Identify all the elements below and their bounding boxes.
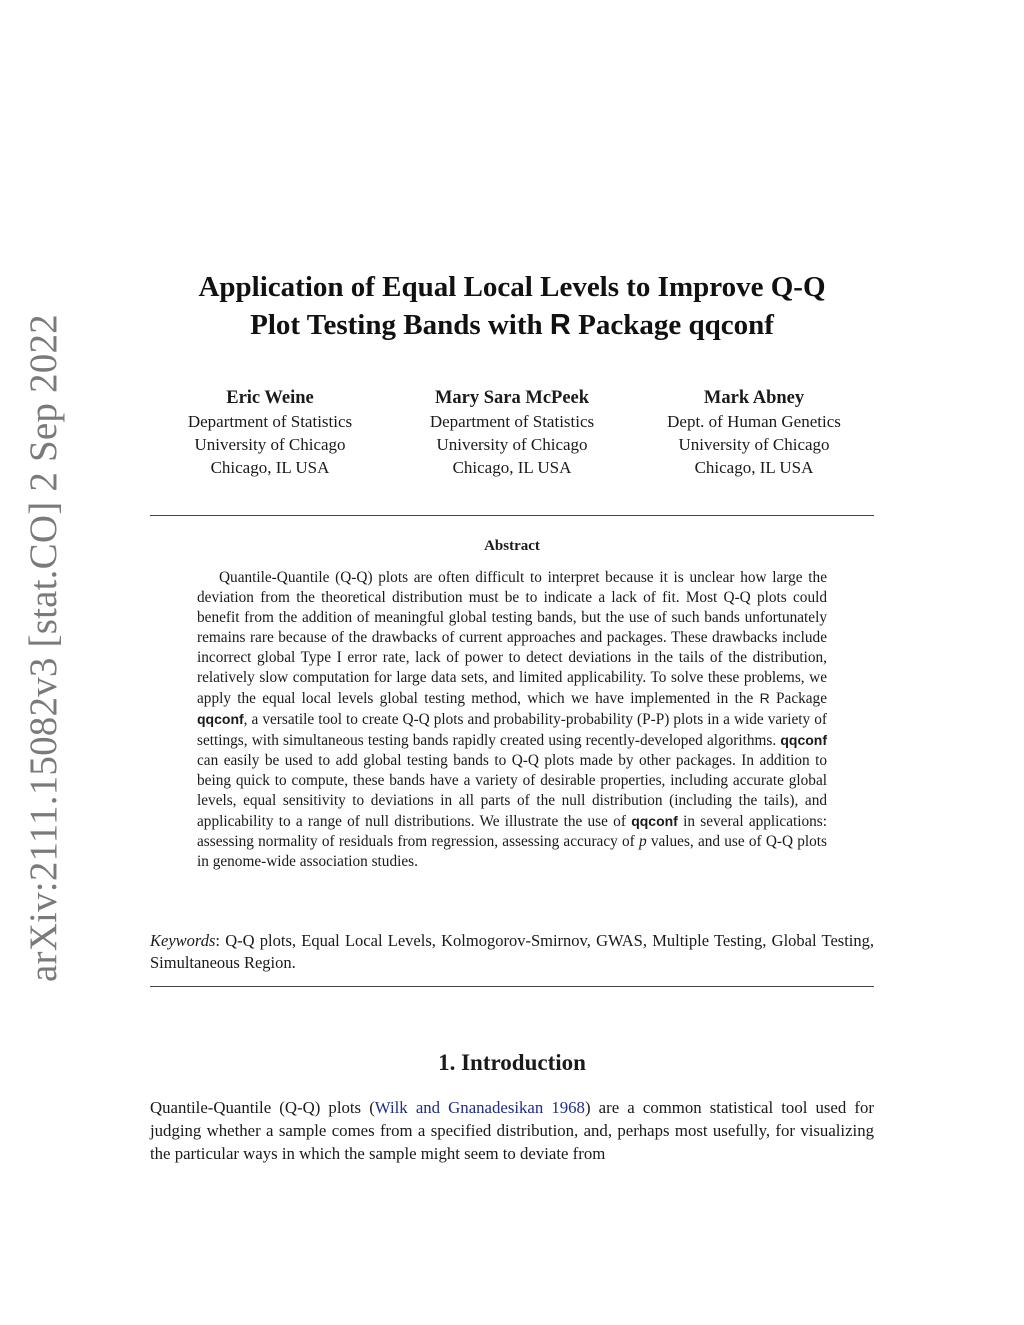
abstract-part-5: in several applications: assessing normality of residuals from regression, assessing accuracy of	[197, 813, 828, 850]
author-name: Mark Abney	[703, 388, 805, 408]
intro-post: ) are a common statistical tool used for judging whether a sample comes from a specified distribution, and, perhaps most usefully, for visualizing the particular ways in which the sample might seem to deviate from	[150, 1098, 874, 1163]
paper-title	[150, 268, 874, 344]
abstract-text	[197, 568, 827, 872]
keywords-text: : Q-Q plots, Equal Local Levels, Kolmogorov-Smirnov, GWAS, Multiple Testing, Global Testing, Simultaneous Region.	[150, 931, 874, 972]
author-location: Chicago, IL USA	[210, 458, 330, 477]
p-variable: p	[638, 833, 647, 850]
abstract-part-3: , a versatile tool to create Q-Q plots and probability-probability (P-P) plots in a wide variety of settings, with simultaneous testing bands rapidly created using recently-developed algorithms.	[197, 711, 827, 749]
author-block	[150, 386, 390, 479]
abstract-heading: Abstract	[484, 538, 540, 554]
arxiv-identifier: arXiv:2111.15082v3 [stat.CO] 2 Sep 2022	[22, 314, 65, 982]
author-university: University of Chicago	[436, 435, 588, 454]
introduction-text	[150, 1096, 874, 1165]
author-university: University of Chicago	[194, 435, 346, 454]
author-block	[634, 386, 874, 479]
author-department: Department of Statistics	[429, 412, 595, 431]
keywords	[150, 930, 874, 974]
top-rule	[150, 515, 874, 516]
r-language-label: R	[549, 309, 571, 341]
author-location: Chicago, IL USA	[694, 458, 814, 477]
abstract-part-6: values, and use of Q-Q plots in genome-wide association studies.	[197, 833, 827, 870]
title-line-2	[150, 306, 874, 344]
title-line-1: Application of Equal Local Levels to Improve Q-Q	[198, 271, 826, 303]
abstract-part-2: Package	[769, 690, 827, 707]
abstract-part-1: Quantile-Quantile (Q-Q) plots are often difficult to interpret because it is unclear how large the deviation from the theoretical distribution must be to indicate a lack of fit. Most Q-Q plots could benefit from the addition of meaningful global testing bands, but the use of such bands unfortunately remains rare because of the drawbacks of current approaches and packages. These drawbacks include incorrect global Type I error rate, lack of power to detect deviations in the tails of the distribution, relatively slow computation for large data sets, and limited applicability. To solve these problems, we apply the equal local levels global testing method, which we have implemented in the	[197, 569, 827, 707]
keywords-label: Keywords	[150, 931, 216, 950]
author-location: Chicago, IL USA	[452, 458, 572, 477]
package-name: qqconf	[780, 732, 827, 748]
title-line-2-pre: Plot Testing Bands with	[250, 309, 550, 341]
author-department: Dept. of Human Genetics	[667, 412, 841, 431]
abstract-part-4: can easily be used to add global testing bands to Q-Q plots made by other packages. In addition to being quick to compute, these bands have a variety of desirable properties, including accurate global levels, equal sensitivity to deviations in all parts of the null distribution (including the tails), and applicability to a range of null distributions. We illustrate the use of	[197, 752, 827, 830]
citation-link[interactable]: Wilk and Gnanadesikan 1968	[374, 1098, 585, 1117]
r-language-label: R	[759, 690, 770, 706]
author-department: Department of Statistics	[187, 412, 353, 431]
author-university: University of Chicago	[678, 435, 830, 454]
package-name: qqconf	[631, 813, 678, 829]
author-list	[150, 386, 874, 479]
package-name: qqconf	[197, 711, 244, 727]
author-name: Eric Weine	[226, 388, 314, 408]
author-block	[392, 386, 632, 479]
bottom-rule	[150, 986, 874, 987]
title-line-2-post: Package qqconf	[570, 309, 774, 341]
intro-pre: Quantile-Quantile (Q-Q) plots (	[150, 1098, 375, 1117]
section-heading: 1. Introduction	[438, 1050, 586, 1075]
author-name: Mary Sara McPeek	[434, 388, 590, 408]
